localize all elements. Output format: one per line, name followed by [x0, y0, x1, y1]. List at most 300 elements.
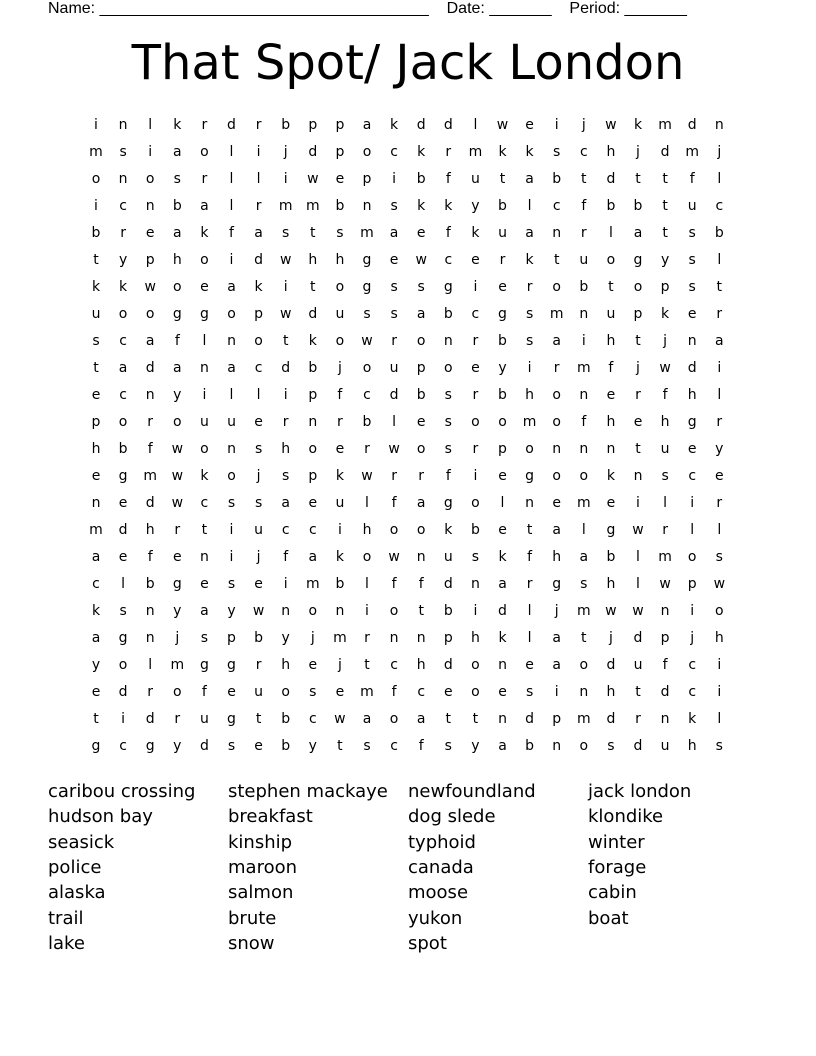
grid-letter[interactable]: e: [606, 495, 616, 511]
grid-letter[interactable]: t: [282, 333, 289, 349]
grid-letter[interactable]: o: [552, 468, 561, 484]
grid-letter[interactable]: u: [660, 738, 670, 754]
grid-letter[interactable]: l: [636, 576, 640, 592]
grid-letter[interactable]: m: [360, 684, 374, 700]
grid-letter[interactable]: w: [496, 117, 509, 133]
grid-letter[interactable]: m: [549, 306, 564, 322]
grid-letter[interactable]: w: [388, 441, 400, 457]
grid-letter[interactable]: u: [470, 171, 480, 187]
grid-letter[interactable]: n: [633, 468, 643, 484]
grid-letter[interactable]: h: [687, 387, 697, 403]
grid-letter[interactable]: i: [202, 387, 207, 403]
grid-letter[interactable]: i: [283, 279, 288, 295]
grid-letter[interactable]: e: [335, 441, 345, 457]
grid-letter[interactable]: d: [443, 657, 453, 673]
grid-letter[interactable]: k: [200, 225, 209, 241]
grid-letter[interactable]: n: [660, 603, 670, 619]
grid-letter[interactable]: f: [147, 441, 153, 457]
grid-letter[interactable]: c: [119, 333, 127, 349]
grid-letter[interactable]: f: [201, 684, 207, 700]
grid-letter[interactable]: k: [498, 549, 507, 565]
grid-letter[interactable]: f: [608, 360, 614, 376]
grid-letter[interactable]: e: [498, 522, 507, 538]
grid-letter[interactable]: i: [690, 495, 695, 511]
grid-letter[interactable]: y: [471, 198, 480, 214]
grid-letter[interactable]: y: [173, 387, 182, 403]
grid-letter[interactable]: f: [581, 414, 587, 430]
grid-letter[interactable]: m: [468, 144, 483, 160]
grid-letter[interactable]: o: [254, 333, 263, 349]
grid-letter[interactable]: j: [256, 549, 261, 565]
grid-letter[interactable]: r: [499, 252, 506, 268]
grid-letter[interactable]: t: [310, 279, 316, 295]
grid-letter[interactable]: l: [690, 522, 695, 538]
grid-letter[interactable]: b: [714, 225, 724, 241]
grid-letter[interactable]: s: [282, 225, 290, 241]
grid-letter[interactable]: p: [498, 441, 507, 457]
grid-letter[interactable]: w: [361, 468, 373, 484]
grid-letter[interactable]: t: [581, 630, 587, 646]
grid-letter[interactable]: l: [527, 198, 532, 214]
grid-letter[interactable]: l: [121, 576, 126, 592]
grid-letter[interactable]: c: [308, 522, 317, 538]
grid-letter[interactable]: i: [554, 117, 559, 133]
grid-letter[interactable]: a: [91, 630, 101, 646]
grid-letter[interactable]: k: [254, 279, 263, 295]
grid-letter[interactable]: a: [281, 495, 290, 511]
grid-letter[interactable]: a: [633, 225, 643, 241]
grid-letter[interactable]: i: [365, 603, 369, 619]
grid-letter[interactable]: o: [227, 306, 236, 322]
grid-letter[interactable]: m: [576, 495, 591, 511]
grid-letter[interactable]: o: [579, 657, 589, 673]
grid-letter[interactable]: o: [308, 441, 318, 457]
grid-letter[interactable]: w: [659, 360, 671, 376]
grid-letter[interactable]: e: [443, 684, 453, 700]
grid-letter[interactable]: e: [416, 414, 426, 430]
grid-letter[interactable]: j: [337, 657, 342, 673]
grid-letter[interactable]: t: [310, 225, 316, 241]
grid-letter[interactable]: b: [633, 198, 643, 214]
grid-letter[interactable]: o: [308, 603, 318, 619]
grid-letter[interactable]: e: [525, 117, 534, 133]
grid-letter[interactable]: n: [91, 495, 101, 511]
grid-letter[interactable]: t: [635, 441, 641, 457]
grid-letter[interactable]: s: [715, 738, 723, 754]
grid-letter[interactable]: e: [227, 684, 236, 700]
grid-letter[interactable]: e: [91, 387, 101, 403]
grid-letter[interactable]: h: [606, 576, 616, 592]
grid-letter[interactable]: e: [254, 414, 263, 430]
grid-letter[interactable]: k: [119, 279, 128, 295]
grid-letter[interactable]: c: [119, 387, 127, 403]
grid-letter[interactable]: y: [281, 630, 290, 646]
grid-letter[interactable]: l: [500, 495, 505, 511]
grid-letter[interactable]: d: [254, 252, 264, 268]
grid-letter[interactable]: h: [606, 333, 616, 349]
grid-letter[interactable]: y: [660, 252, 670, 268]
grid-letter[interactable]: c: [281, 522, 290, 538]
grid-letter[interactable]: n: [335, 603, 345, 619]
grid-letter[interactable]: s: [227, 738, 236, 754]
grid-letter[interactable]: t: [716, 279, 723, 295]
grid-letter[interactable]: h: [606, 144, 616, 160]
grid-letter[interactable]: o: [552, 279, 561, 295]
grid-letter[interactable]: i: [94, 117, 98, 133]
grid-letter[interactable]: k: [525, 144, 534, 160]
grid-letter[interactable]: w: [279, 306, 292, 322]
grid-letter[interactable]: n: [145, 198, 155, 214]
grid-letter[interactable]: o: [471, 657, 480, 673]
grid-letter[interactable]: m: [576, 603, 591, 619]
grid-letter[interactable]: r: [418, 468, 425, 484]
grid-letter[interactable]: o: [118, 414, 128, 430]
grid-letter[interactable]: a: [416, 495, 426, 511]
grid-letter[interactable]: w: [334, 711, 346, 727]
grid-letter[interactable]: h: [91, 441, 101, 457]
grid-letter[interactable]: i: [283, 387, 288, 403]
grid-letter[interactable]: r: [255, 198, 262, 214]
grid-letter[interactable]: g: [362, 279, 372, 295]
grid-letter[interactable]: m: [576, 711, 591, 727]
grid-letter[interactable]: i: [527, 360, 532, 376]
grid-letter[interactable]: n: [118, 117, 128, 133]
grid-letter[interactable]: c: [715, 198, 724, 214]
grid-letter[interactable]: b: [416, 171, 426, 187]
grid-letter[interactable]: g: [525, 468, 535, 484]
grid-letter[interactable]: d: [227, 117, 236, 133]
grid-letter[interactable]: w: [279, 252, 292, 268]
grid-letter[interactable]: a: [362, 117, 372, 133]
grid-letter[interactable]: a: [254, 225, 263, 241]
grid-letter[interactable]: s: [688, 225, 696, 241]
grid-letter[interactable]: a: [173, 144, 182, 160]
grid-letter[interactable]: e: [525, 657, 534, 673]
grid-letter[interactable]: w: [632, 522, 644, 538]
grid-letter[interactable]: n: [362, 198, 372, 214]
grid-letter[interactable]: e: [606, 387, 616, 403]
grid-letter[interactable]: i: [121, 711, 126, 727]
grid-letter[interactable]: h: [172, 252, 182, 268]
grid-letter[interactable]: a: [416, 306, 426, 322]
grid-letter[interactable]: i: [717, 684, 722, 700]
grid-letter[interactable]: s: [309, 684, 317, 700]
grid-letter[interactable]: u: [606, 306, 616, 322]
grid-letter[interactable]: s: [525, 684, 534, 700]
grid-letter[interactable]: u: [687, 198, 697, 214]
grid-letter[interactable]: h: [470, 630, 480, 646]
grid-letter[interactable]: w: [388, 549, 400, 565]
grid-letter[interactable]: e: [498, 468, 507, 484]
grid-letter[interactable]: o: [579, 738, 589, 754]
grid-letter[interactable]: t: [581, 171, 587, 187]
grid-letter[interactable]: k: [471, 225, 480, 241]
grid-letter[interactable]: r: [662, 522, 668, 538]
grid-letter[interactable]: r: [716, 414, 723, 430]
grid-letter[interactable]: e: [254, 576, 263, 592]
grid-letter[interactable]: o: [633, 279, 643, 295]
grid-letter[interactable]: i: [229, 522, 234, 538]
grid-letter[interactable]: e: [498, 684, 507, 700]
grid-letter[interactable]: n: [470, 576, 480, 592]
grid-letter[interactable]: l: [527, 630, 532, 646]
grid-letter[interactable]: f: [283, 549, 289, 565]
grid-letter[interactable]: d: [308, 306, 318, 322]
grid-letter[interactable]: d: [687, 360, 697, 376]
grid-letter[interactable]: w: [605, 603, 617, 619]
grid-letter[interactable]: e: [308, 495, 318, 511]
grid-letter[interactable]: t: [553, 252, 560, 268]
grid-letter[interactable]: w: [632, 603, 644, 619]
grid-letter[interactable]: l: [365, 576, 369, 592]
grid-letter[interactable]: b: [335, 576, 345, 592]
grid-letter[interactable]: s: [119, 603, 127, 619]
grid-letter[interactable]: r: [364, 441, 370, 457]
grid-letter[interactable]: d: [633, 738, 643, 754]
grid-letter[interactable]: k: [444, 198, 453, 214]
grid-letter[interactable]: s: [92, 333, 100, 349]
grid-letter[interactable]: o: [145, 171, 155, 187]
grid-letter[interactable]: e: [172, 549, 182, 565]
grid-letter[interactable]: u: [254, 684, 264, 700]
grid-letter[interactable]: r: [147, 414, 154, 430]
grid-letter[interactable]: r: [716, 306, 723, 322]
grid-letter[interactable]: a: [552, 630, 561, 646]
grid-letter[interactable]: b: [525, 738, 535, 754]
grid-letter[interactable]: c: [119, 198, 127, 214]
grid-letter[interactable]: s: [553, 144, 561, 160]
grid-letter[interactable]: n: [579, 306, 589, 322]
grid-letter[interactable]: k: [606, 468, 615, 484]
grid-letter[interactable]: d: [118, 522, 128, 538]
grid-letter[interactable]: t: [93, 711, 99, 727]
grid-letter[interactable]: o: [389, 711, 399, 727]
grid-letter[interactable]: m: [522, 414, 537, 430]
grid-letter[interactable]: s: [444, 441, 452, 457]
grid-letter[interactable]: l: [717, 711, 722, 727]
grid-letter[interactable]: a: [389, 225, 399, 241]
grid-letter[interactable]: u: [254, 522, 264, 538]
grid-letter[interactable]: d: [443, 576, 453, 592]
grid-letter[interactable]: m: [333, 630, 347, 646]
grid-letter[interactable]: s: [444, 387, 452, 403]
grid-letter[interactable]: u: [335, 495, 345, 511]
grid-letter[interactable]: t: [526, 522, 533, 538]
grid-letter[interactable]: i: [94, 198, 98, 214]
grid-letter[interactable]: p: [254, 306, 264, 322]
grid-letter[interactable]: o: [118, 657, 128, 673]
grid-letter[interactable]: l: [473, 117, 478, 133]
grid-letter[interactable]: g: [199, 306, 209, 322]
grid-letter[interactable]: h: [308, 252, 318, 268]
grid-letter[interactable]: s: [688, 279, 696, 295]
grid-letter[interactable]: g: [172, 306, 182, 322]
grid-letter[interactable]: o: [362, 360, 372, 376]
grid-letter[interactable]: y: [173, 738, 182, 754]
grid-letter[interactable]: l: [229, 144, 234, 160]
grid-letter[interactable]: g: [633, 252, 643, 268]
grid-letter[interactable]: j: [636, 360, 640, 376]
grid-letter[interactable]: j: [283, 144, 288, 160]
grid-letter[interactable]: u: [199, 711, 209, 727]
grid-letter[interactable]: o: [579, 468, 589, 484]
grid-letter[interactable]: k: [417, 144, 426, 160]
grid-letter[interactable]: o: [416, 522, 426, 538]
grid-letter[interactable]: r: [147, 684, 154, 700]
grid-letter[interactable]: o: [444, 360, 453, 376]
grid-letter[interactable]: s: [336, 225, 344, 241]
grid-letter[interactable]: f: [445, 171, 451, 187]
grid-letter[interactable]: e: [687, 306, 697, 322]
grid-letter[interactable]: g: [443, 279, 453, 295]
grid-letter[interactable]: o: [471, 414, 480, 430]
grid-letter[interactable]: g: [227, 657, 236, 673]
grid-letter[interactable]: i: [283, 171, 288, 187]
grid-letter[interactable]: e: [335, 684, 345, 700]
grid-letter[interactable]: r: [174, 522, 181, 538]
grid-letter[interactable]: r: [635, 711, 641, 727]
grid-letter[interactable]: c: [579, 144, 588, 160]
grid-letter[interactable]: o: [200, 252, 209, 268]
grid-letter[interactable]: c: [200, 495, 209, 511]
grid-letter[interactable]: n: [145, 387, 155, 403]
grid-letter[interactable]: p: [552, 711, 562, 727]
grid-letter[interactable]: n: [579, 684, 589, 700]
grid-letter[interactable]: h: [687, 738, 697, 754]
grid-letter[interactable]: r: [716, 495, 723, 511]
grid-letter[interactable]: r: [391, 468, 397, 484]
grid-letter[interactable]: o: [606, 252, 616, 268]
grid-letter[interactable]: w: [659, 576, 671, 592]
grid-letter[interactable]: i: [636, 495, 640, 511]
grid-letter[interactable]: w: [171, 495, 184, 511]
grid-letter[interactable]: t: [255, 711, 262, 727]
grid-letter[interactable]: e: [714, 468, 724, 484]
grid-letter[interactable]: k: [688, 711, 697, 727]
grid-letter[interactable]: g: [362, 252, 372, 268]
grid-letter[interactable]: a: [227, 360, 236, 376]
grid-letter[interactable]: c: [363, 387, 371, 403]
grid-letter[interactable]: j: [581, 117, 586, 133]
grid-letter[interactable]: d: [498, 603, 507, 619]
grid-letter[interactable]: s: [282, 468, 290, 484]
grid-letter[interactable]: n: [416, 630, 426, 646]
grid-letter[interactable]: n: [579, 387, 589, 403]
grid-letter[interactable]: h: [362, 522, 372, 538]
grid-letter[interactable]: b: [145, 576, 155, 592]
grid-letter[interactable]: r: [255, 117, 262, 133]
grid-letter[interactable]: t: [364, 657, 370, 673]
grid-letter[interactable]: h: [335, 252, 345, 268]
grid-letter[interactable]: o: [91, 171, 101, 187]
grid-letter[interactable]: y: [308, 738, 317, 754]
grid-letter[interactable]: n: [281, 603, 291, 619]
grid-letter[interactable]: c: [552, 198, 561, 214]
grid-letter[interactable]: k: [91, 603, 101, 619]
grid-letter[interactable]: w: [171, 441, 184, 457]
grid-letter[interactable]: l: [663, 495, 668, 511]
grid-letter[interactable]: b: [172, 198, 182, 214]
grid-letter[interactable]: t: [635, 171, 641, 187]
grid-letter[interactable]: t: [93, 360, 99, 376]
grid-letter[interactable]: j: [175, 630, 180, 646]
grid-letter[interactable]: h: [145, 522, 155, 538]
grid-letter[interactable]: l: [717, 387, 722, 403]
grid-letter[interactable]: s: [417, 279, 425, 295]
grid-letter[interactable]: w: [415, 252, 427, 268]
grid-letter[interactable]: h: [606, 684, 616, 700]
grid-letter[interactable]: r: [201, 171, 208, 187]
grid-letter[interactable]: d: [633, 630, 643, 646]
grid-letter[interactable]: m: [305, 576, 320, 592]
grid-letter[interactable]: l: [392, 414, 397, 430]
grid-letter[interactable]: a: [416, 711, 426, 727]
grid-letter[interactable]: k: [498, 144, 507, 160]
grid-letter[interactable]: n: [498, 711, 507, 727]
grid-letter[interactable]: n: [389, 630, 399, 646]
grid-letter[interactable]: o: [498, 414, 507, 430]
grid-letter[interactable]: f: [662, 657, 668, 673]
grid-letter[interactable]: d: [281, 360, 291, 376]
grid-letter[interactable]: m: [89, 522, 103, 538]
grid-letter[interactable]: s: [525, 333, 534, 349]
grid-letter[interactable]: s: [363, 738, 371, 754]
grid-letter[interactable]: a: [715, 333, 724, 349]
grid-letter[interactable]: n: [525, 495, 535, 511]
grid-letter[interactable]: m: [305, 198, 320, 214]
grid-letter[interactable]: j: [608, 630, 613, 646]
grid-letter[interactable]: a: [308, 549, 318, 565]
grid-letter[interactable]: u: [633, 657, 643, 673]
grid-letter[interactable]: d: [660, 144, 670, 160]
grid-letter[interactable]: e: [552, 495, 561, 511]
period-blank[interactable]: _______: [624, 0, 687, 17]
grid-letter[interactable]: o: [416, 333, 426, 349]
grid-letter[interactable]: g: [91, 738, 101, 754]
grid-letter[interactable]: l: [229, 387, 234, 403]
grid-letter[interactable]: d: [199, 738, 209, 754]
grid-letter[interactable]: o: [416, 441, 426, 457]
grid-letter[interactable]: s: [200, 630, 209, 646]
name-blank[interactable]: _____________________________________: [99, 0, 429, 17]
grid-letter[interactable]: t: [472, 711, 479, 727]
grid-letter[interactable]: l: [365, 495, 369, 511]
grid-letter[interactable]: k: [335, 549, 344, 565]
grid-letter[interactable]: s: [471, 549, 480, 565]
grid-letter[interactable]: h: [416, 657, 426, 673]
grid-letter[interactable]: n: [687, 333, 697, 349]
grid-letter[interactable]: h: [525, 387, 535, 403]
grid-letter[interactable]: c: [390, 738, 398, 754]
grid-letter[interactable]: p: [660, 630, 670, 646]
grid-letter[interactable]: p: [308, 387, 318, 403]
grid-letter[interactable]: b: [416, 387, 426, 403]
grid-letter[interactable]: p: [227, 630, 236, 646]
grid-letter[interactable]: f: [174, 333, 180, 349]
grid-letter[interactable]: b: [118, 441, 128, 457]
grid-letter[interactable]: e: [91, 684, 101, 700]
grid-letter[interactable]: n: [552, 441, 562, 457]
grid-letter[interactable]: a: [579, 549, 589, 565]
grid-letter[interactable]: e: [118, 495, 128, 511]
grid-letter[interactable]: c: [390, 657, 398, 673]
grid-letter[interactable]: t: [93, 252, 99, 268]
grid-letter[interactable]: i: [337, 522, 342, 538]
grid-letter[interactable]: k: [498, 630, 507, 646]
grid-letter[interactable]: d: [118, 684, 128, 700]
grid-letter[interactable]: m: [278, 198, 293, 214]
grid-letter[interactable]: a: [173, 225, 182, 241]
